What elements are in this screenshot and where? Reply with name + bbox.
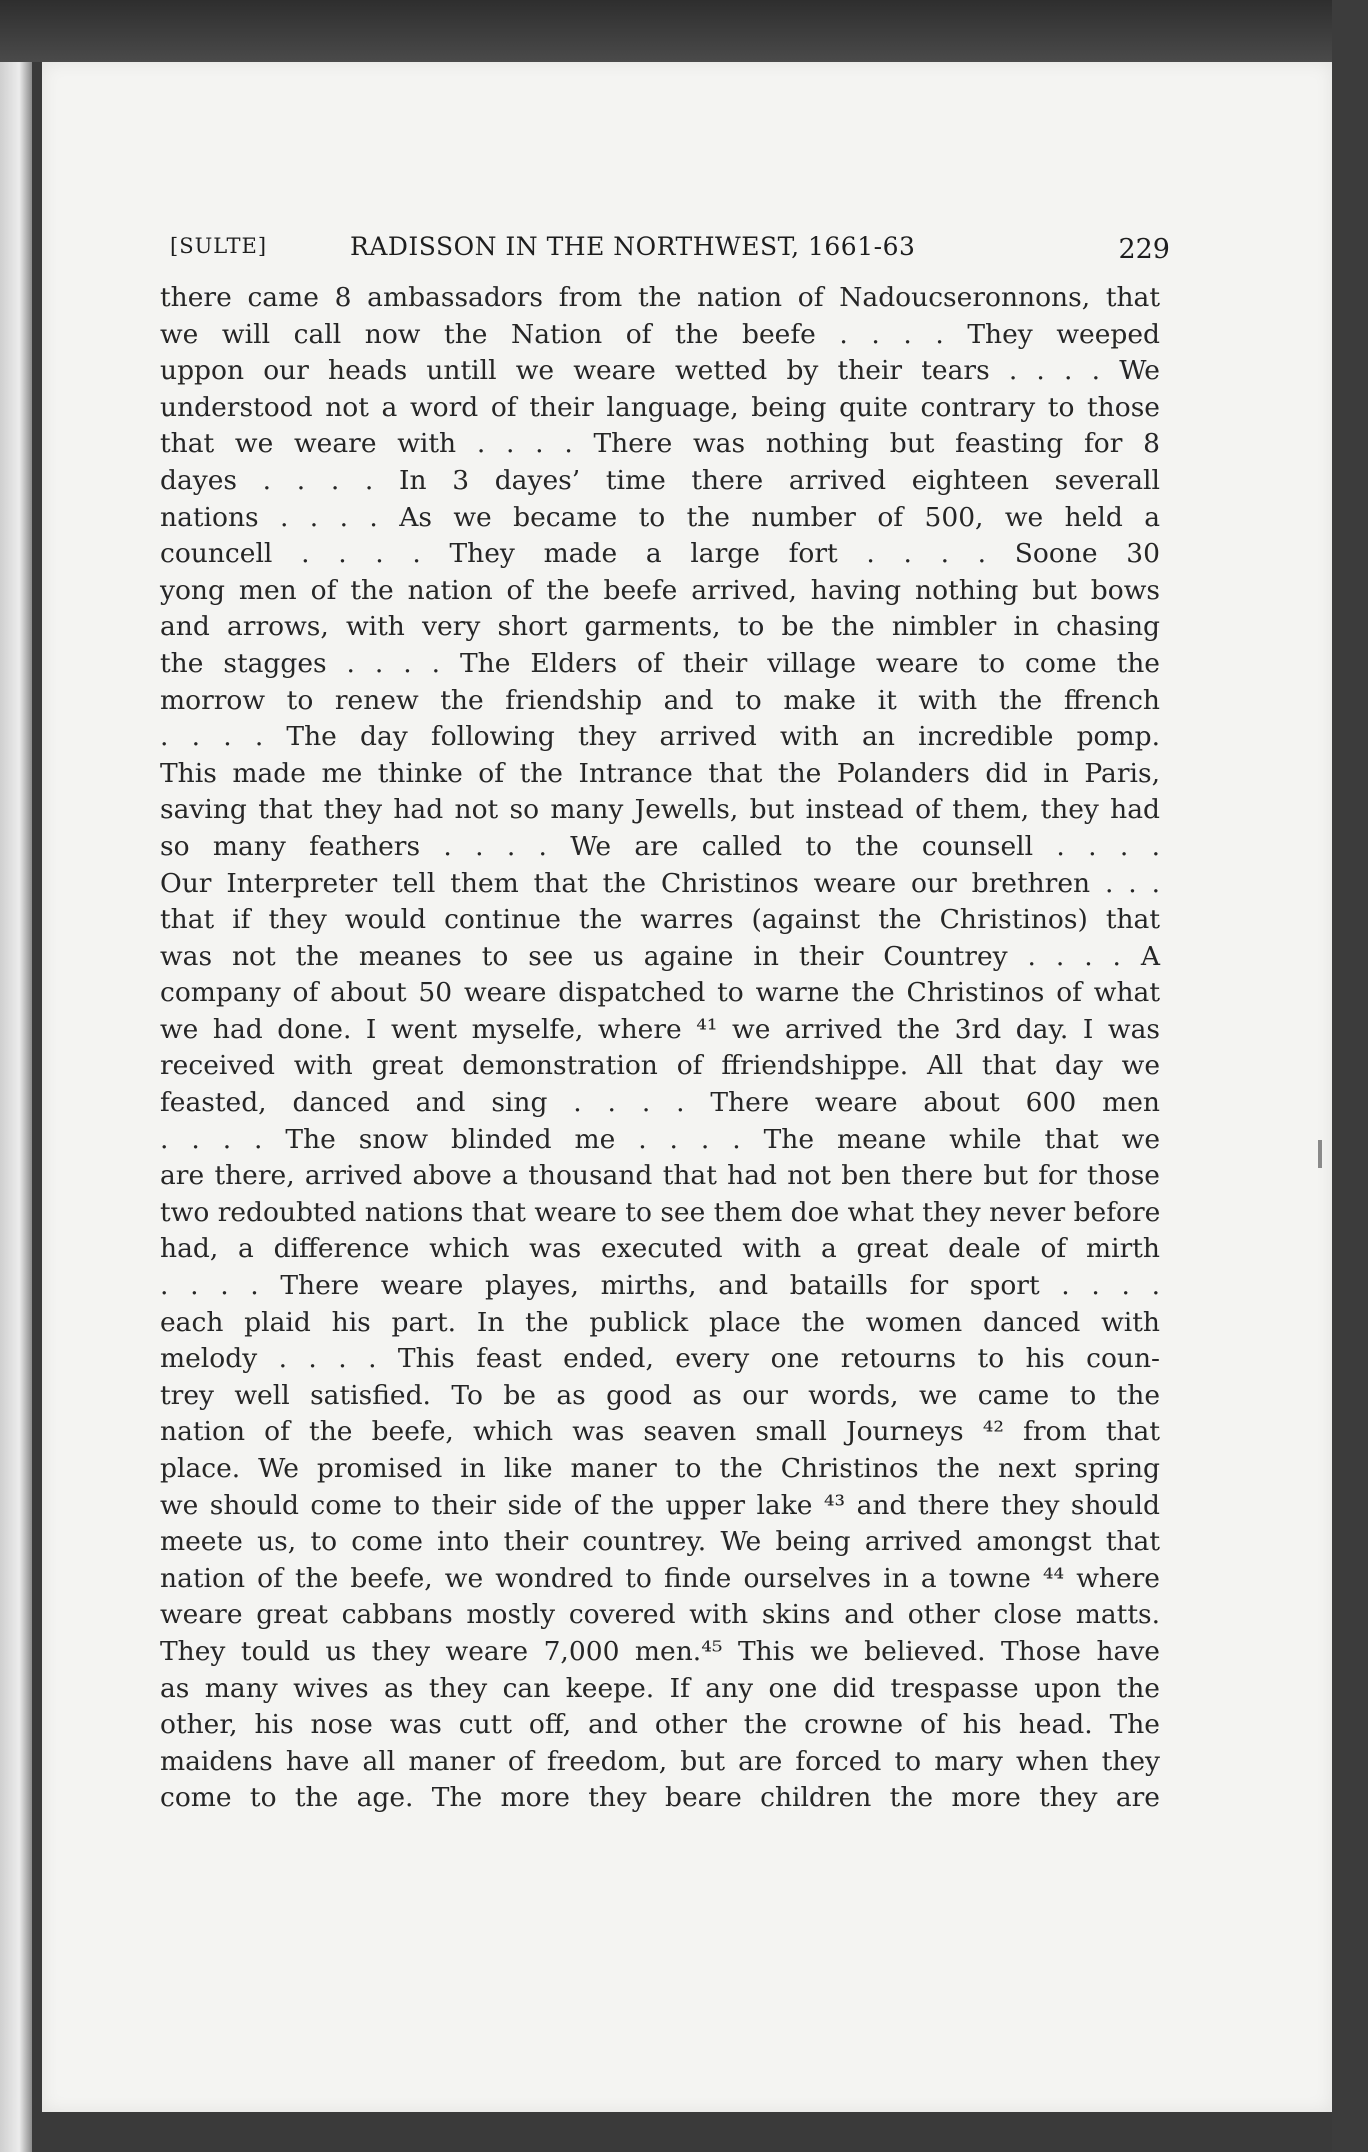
text-line: that if they would continue the warres (against the Christinos) that xyxy=(160,904,1160,936)
text-line: yong men of the nation of the beefe arrived, having nothing but bows xyxy=(160,574,1160,606)
text-line: nations . . . . As we became to the number of 500, we held a xyxy=(160,501,1160,533)
text-line: weare great cabbans mostly covered with skins and other close matts. xyxy=(160,1599,1160,1631)
text-line: company of about 50 weare dispatched to warne the Christinos of what xyxy=(160,977,1160,1009)
text-line: other, his nose was cutt off, and other the crowne of his head. The xyxy=(160,1709,1160,1741)
text-line: councell . . . . They made a large fort . . . . Soone 30 xyxy=(160,538,1160,570)
text-line: the stagges . . . . The Elders of their village weare to come the xyxy=(160,647,1160,679)
text-line: . . . . The day following they arrived with an incredible pomp. xyxy=(160,721,1160,753)
text-line: we had done. I went myselfe, where ⁴¹ we arrived the 3rd day. I was xyxy=(160,1013,1160,1045)
text-line: so many feathers . . . . We are called to the counsell . . . . xyxy=(160,830,1160,862)
text-line: received with great demonstration of ffriendshippe. All that day we xyxy=(160,1050,1160,1082)
text-line: each plaid his part. In the publick place the women danced with xyxy=(160,1306,1160,1338)
text-line: had, a difference which was executed with a great deale of mirth xyxy=(160,1233,1160,1265)
text-line: meete us, to come into their countrey. We being arrived amongst that xyxy=(160,1526,1160,1558)
text-line: as many wives as they can keepe. If any one did trespasse upon the xyxy=(160,1672,1160,1704)
text-line: come to the age. The more they beare children the more they are xyxy=(160,1782,1160,1814)
section-label: [SULTE] xyxy=(170,234,268,258)
text-line: maidens have all maner of freedom, but are forced to mary when they xyxy=(160,1745,1160,1777)
text-line: dayes . . . . In 3 dayes’ time there arrived eighteen severall xyxy=(160,464,1160,496)
text-line: feasted, danced and sing . . . . There weare about 600 men xyxy=(160,1087,1160,1119)
text-line: was not the meanes to see us againe in their Countrey . . . . A xyxy=(160,940,1160,972)
text-line: Our Interpreter tell them that the Christinos weare our brethren . . . xyxy=(160,867,1160,899)
scan-background-right xyxy=(1332,0,1368,2152)
text-line: uppon our heads untill we weare wetted by their tears . . . . We xyxy=(160,355,1160,387)
text-line: place. We promised in like maner to the Christinos the next spring xyxy=(160,1453,1160,1484)
text-line: melody . . . . This feast ended, every one retourns to his coun- xyxy=(160,1343,1160,1375)
text-line: They tould us they weare 7,000 men.⁴⁵ This we believed. Those have xyxy=(160,1635,1160,1667)
scan-background-top xyxy=(0,0,1368,62)
text-line: . . . . There weare playes, mirths, and bataills for sport . . . . xyxy=(160,1270,1160,1302)
text-line: we should come to their side of the upper lake ⁴³ and there they should xyxy=(160,1489,1160,1521)
page-edge-mark xyxy=(1318,1140,1322,1168)
text-line: morrow to renew the friendship and to make it with the ffrench xyxy=(160,684,1160,716)
text-line: nation of the beefe, we wondred to finde ourselves in a towne ⁴⁴ where xyxy=(160,1562,1160,1594)
running-header xyxy=(170,228,1170,268)
previous-page-edge xyxy=(0,62,32,2152)
body-text xyxy=(160,280,1160,1817)
text-line: understood not a word of their language, being quite contrary to those xyxy=(160,391,1160,423)
text-line: trey well satisfied. To be as good as our words, we came to the xyxy=(160,1379,1160,1411)
text-line: two redoubted nations that weare to see them doe what they never before xyxy=(160,1196,1161,1228)
running-title: RADISSON IN THE NORTHWEST, 1661-63 xyxy=(350,232,916,261)
text-line: saving that they had not so many Jewells, but instead of them, they had xyxy=(160,794,1160,826)
text-line: nation of the beefe, which was seaven small Journeys ⁴² from that xyxy=(160,1416,1160,1448)
text-line: and arrows, with very short garments, to be the nimbler in chasing xyxy=(160,611,1160,643)
text-line: there came 8 ambassadors from the nation of Nadoucseronnons, that xyxy=(160,282,1160,313)
text-line: . . . . The snow blinded me . . . . The meane while that we xyxy=(160,1123,1160,1155)
text-line: that we weare with . . . . There was nothing but feasting for 8 xyxy=(160,428,1160,460)
text-line: are there, arrived above a thousand that had not ben there but for those xyxy=(160,1160,1160,1192)
page-number: 229 xyxy=(1118,234,1170,265)
text-line: we will call now the Nation of the beefe . . . . They weeped xyxy=(160,318,1160,350)
text-line: This made me thinke of the Intrance that the Polanders did in Paris, xyxy=(160,757,1160,789)
